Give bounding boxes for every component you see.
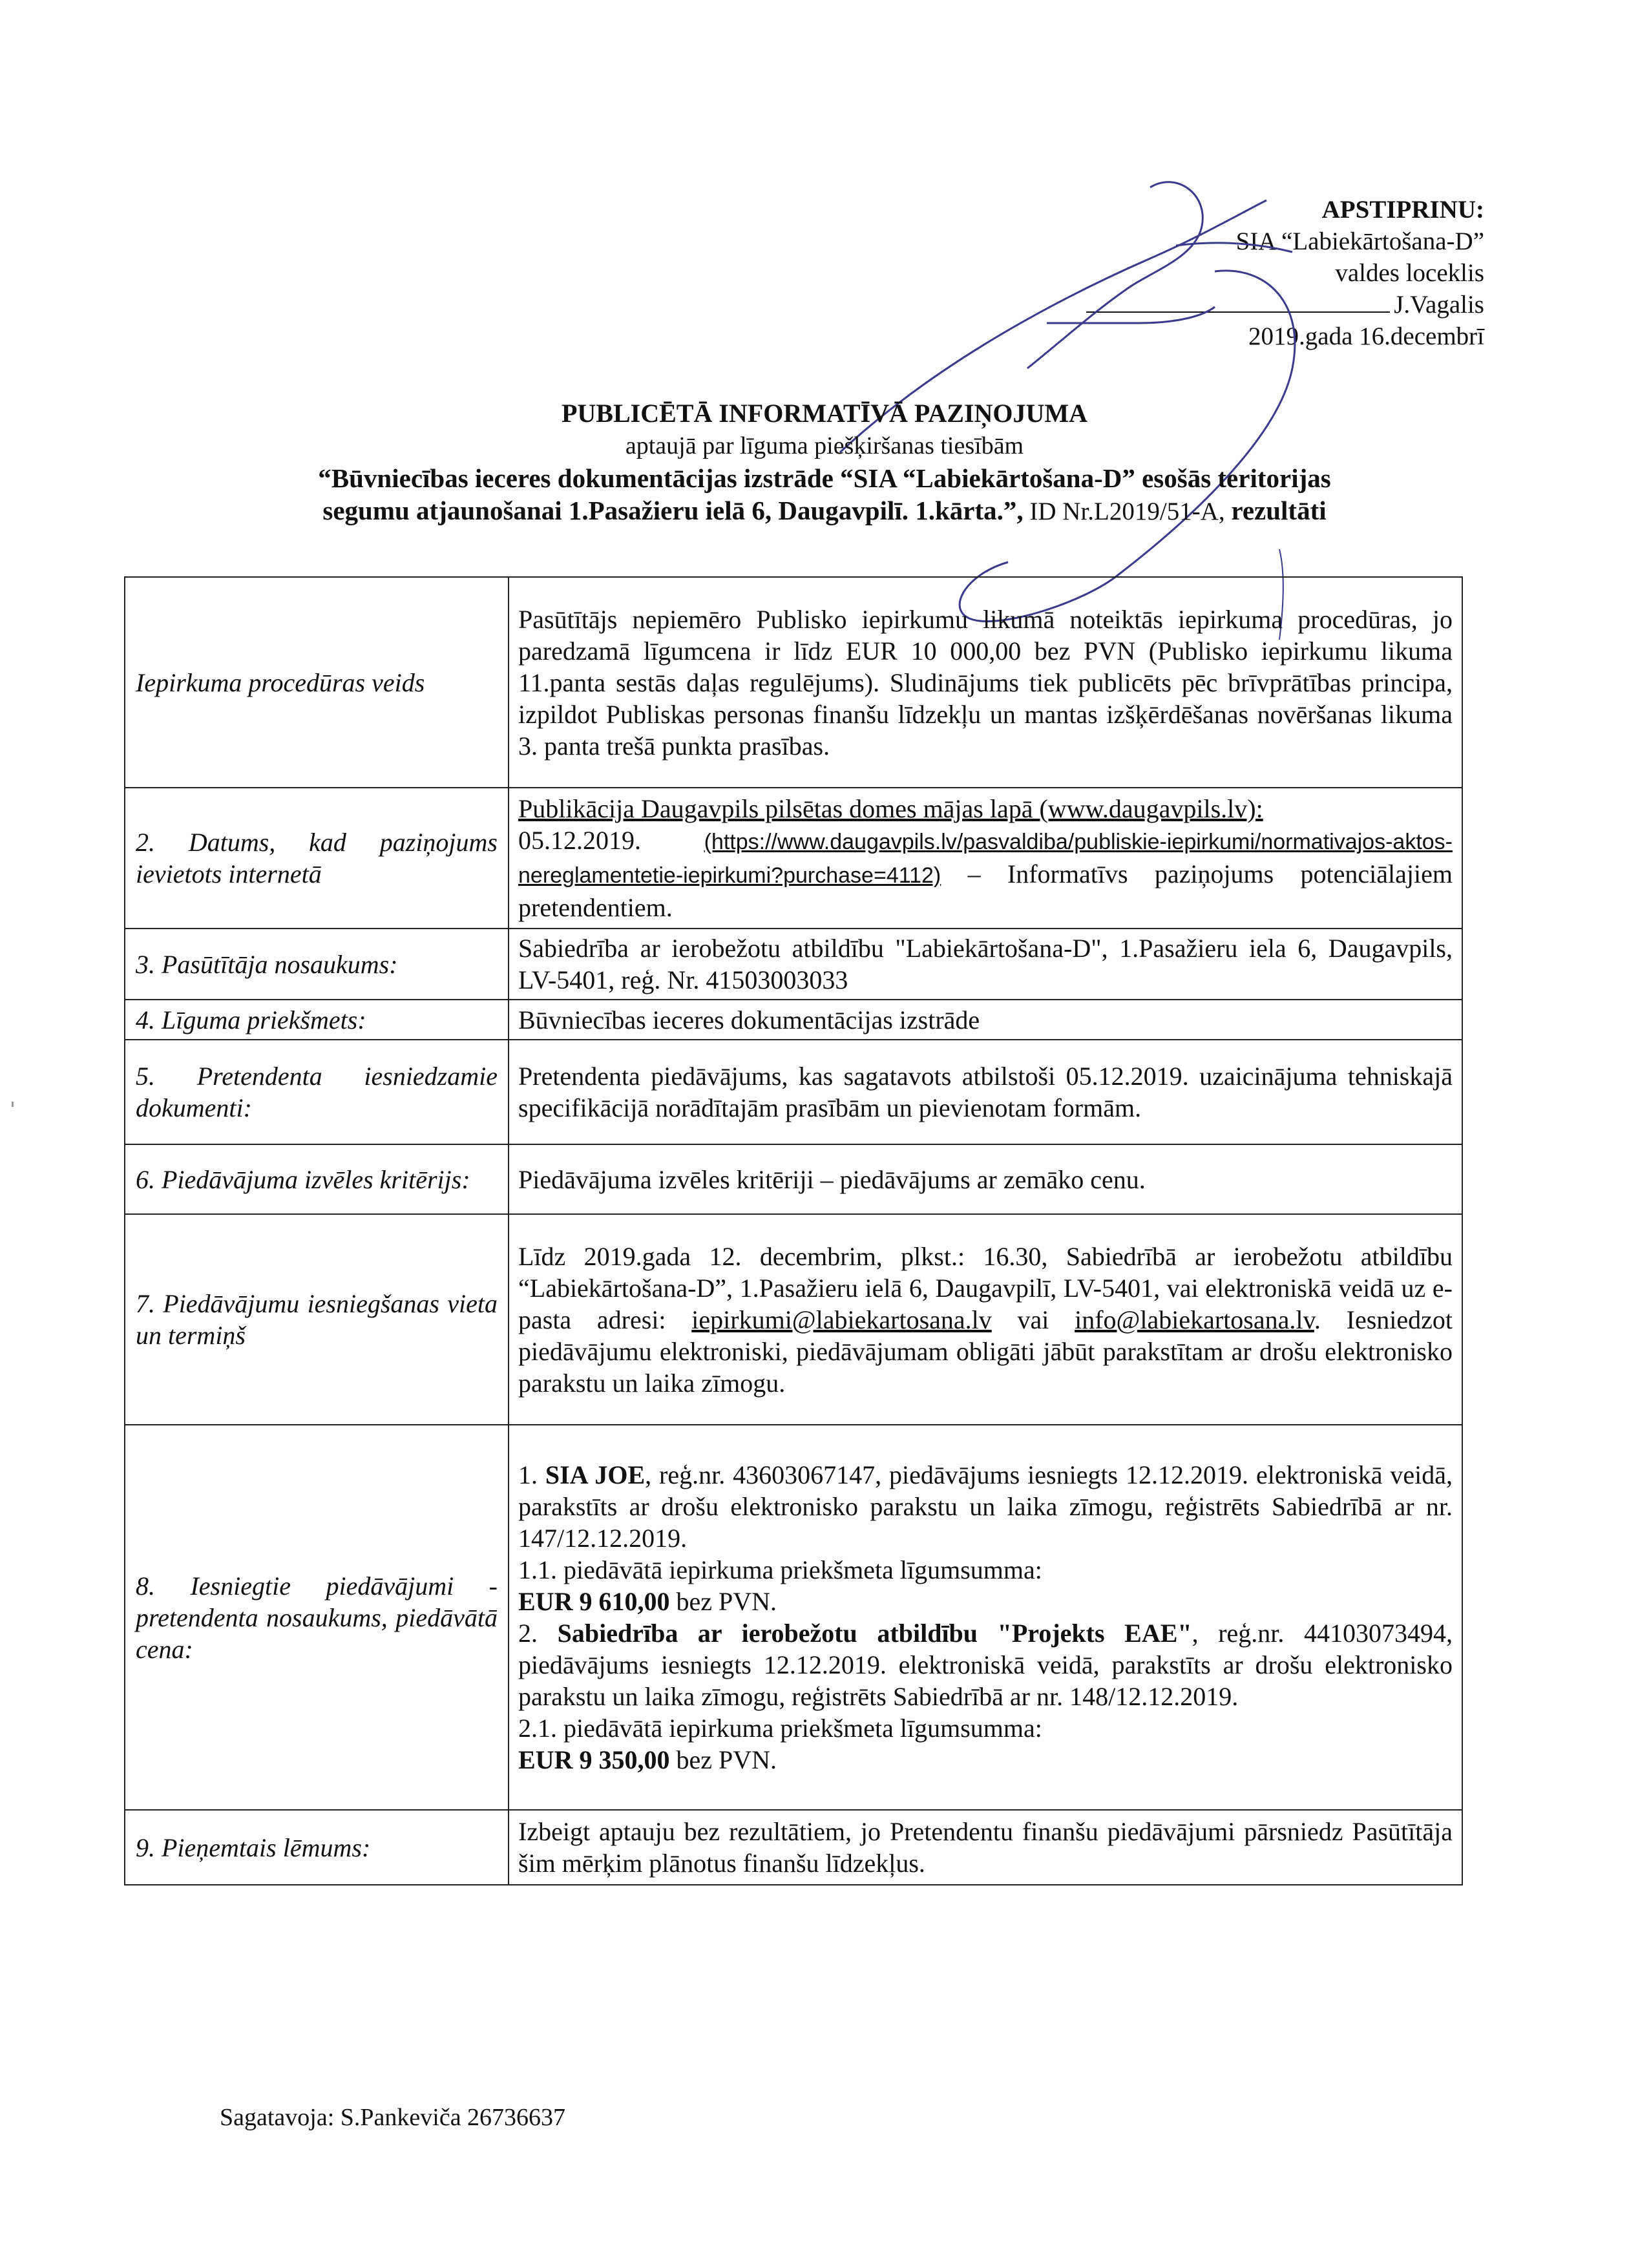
signature-line [1086,292,1390,313]
table-row [125,1214,1462,1425]
offer-2-name: Sabiedrība ar ierobežotu atbildību "Projekts EAE" [557,1619,1192,1648]
offer-2-sum-label: 2.1. piedāvātā iepirkuma priekšmeta līgumsumma: [518,1714,1042,1743]
offer-1-text: , reģ.nr. 43603067147, piedāvājums iesniegts 12.12.2019. elektroniskā veidā, parakstīts ar drošu elektronisko parakstu un laika zīmogu, reģistrēts Sabiedrībā ar nr. 147/12.12.2019. [518,1460,1453,1553]
row-label: 3. Pasūtītāja nosaukums: [125,929,509,1000]
row-value: Būvniecības ieceres dokumentācijas izstrāde [509,1000,1462,1040]
offer-1 [518,1459,1453,1554]
offer-2-number: 2. [518,1619,558,1648]
submission-text: Līdz 2019.gada 12. decembrim, plkst.: 16.30, Sabiedrībā ar ierobežotu atbildību “Labiekārtošana-D”, 1.Pasažieru ielā 6, Daugavpilī, LV-5401, vai elektroniskā veidā uz e-pasta adresi: [518,1241,1453,1334]
row-value: Pasūtītājs nepiemēro Publisko iepirkumu likumā noteiktās iepirkuma procedūras, jo paredzamā līgumcena ir līdz EUR 10 000,00 bez PVN (Publisko iepirkumu likuma 11.panta sestās daļas regulējums). Sludinājums tiek publicēts pēc brīvprātības principa, izpildot Publiskas personas finanšu līdzekļu un mantas izšķērdēšanas novēršanas likuma 3. panta trešā punkta prasības. [509,577,1462,788]
table-row [125,788,1462,929]
table-row [125,1425,1462,1810]
title-line-3: “Būvniecības ieceres dokumentācijas izstrāde “SIA “Labiekārtošana-D” esošās teritorijas [318,463,1331,493]
offer-1-number: 1. [518,1460,545,1489]
row-value: Piedāvājuma izvēles kritēriji – piedāvājums ar zemāko cenu. [509,1144,1462,1214]
approval-position: valdes loceklis [1335,259,1484,287]
row-value: Pretendenta piedāvājums, kas sagatavots atbilstoši 05.12.2019. uzaicinājuma tehniskajā specifikācijā norādītajām prasībām un pievienotam formām. [509,1040,1462,1144]
row-value [509,1214,1462,1425]
offer-1-sum: EUR 9 610,00 [518,1587,670,1616]
table-row [125,1144,1462,1214]
title-line-4-part-a: segumu atjaunošanai 1.Pasažieru ielā 6, Daugavpilī. 1.kārta.”, [322,496,1024,525]
table-row [125,577,1462,788]
table-row [125,1810,1462,1885]
offer-2-text: , reģ.nr. 44103073494, piedāvājums iesniegts 12.12.2019. elektroniskā veidā, parakstīts ar drošu elektronisko parakstu un laika zīmogu, reģistrēts Sabiedrībā ar nr. 148/12.12.2019. [518,1619,1453,1711]
title-line-2: aptaujā par līguma piešķiršanas tiesībām [625,432,1024,459]
approval-company: SIA “Labiekārtošana-D” [1235,227,1484,255]
offer-2-sum: EUR 9 350,00 [518,1745,670,1774]
email-link-info[interactable]: info@labiekartosana.lv [1075,1305,1314,1334]
row-label: 6. Piedāvājuma izvēles kritērijs: [125,1144,509,1214]
info-table [124,576,1463,1885]
approval-block [1086,194,1484,352]
approval-date: 2019.gada 16.decembrī [1248,322,1484,350]
table-row [125,929,1462,1000]
scan-mark [12,1102,14,1107]
row-value: Sabiedrība ar ierobežotu atbildību "Labiekārtošana-D", 1.Pasažieru iela 6, Daugavpils, LV-5401, reģ. Nr. 41503003033 [509,929,1462,1000]
table-row [125,1040,1462,1144]
approval-heading: APSTIPRINU: [1321,196,1484,224]
publication-url[interactable]: (https://www.daugavpils.lv/pasvaldiba/publiskie-iepirkumi/normativajos-aktos-nereglamentetie-iepirkumi?purchase=4112) [518,830,1453,888]
approval-signer-line [1086,289,1484,320]
title-line-1: PUBLICĒTĀ INFORMATĪVĀ PAZIŅOJUMA [561,399,1088,428]
offer-1-vat: bez PVN. [669,1587,777,1616]
row-label: 7. Piedāvājumu iesniegšanas vieta un termiņš [125,1214,509,1425]
offer-1-sum-line [518,1586,1453,1617]
title-id: ID Nr.L2019/51-A, [1023,498,1232,525]
submission-or: vai [991,1305,1075,1334]
offer-2-sum-line [518,1744,1453,1776]
row-label: 8. Iesniegtie piedāvājumi - pretendenta nosaukums, piedāvātā cena: [125,1425,509,1810]
row-value: Izbeigt aptauju bez rezultātiem, jo Pretendentu finanšu piedāvājumi pārsniedz Pasūtītāja šim mērķim plānotus finanšu līdzekļus. [509,1810,1462,1885]
offer-2-vat: bez PVN. [669,1745,777,1774]
row-label: 2. Datums, kad paziņojums ievietots internetā [125,788,509,929]
row-label: 5. Pretendenta iesniedzamie dokumenti: [125,1040,509,1144]
row-label: Iepirkuma procedūras veids [125,577,509,788]
row-label: 4. Līguma priekšmets: [125,1000,509,1040]
row-label: 9. Pieņemtais lēmums: [125,1810,509,1885]
offer-1-sum-label: 1.1. piedāvātā iepirkuma priekšmeta līgumsumma: [518,1555,1042,1584]
document-title [129,397,1520,528]
prepared-by: Sagatavoja: S.Pankeviča 26736637 [220,2104,566,2131]
offer-2 [518,1617,1453,1712]
publication-note: – Informatīvs paziņojums potenciālajiem pretendentiem. [518,859,1453,922]
row-value [509,788,1462,929]
email-link-iepirkumi[interactable]: iepirkumi@labiekartosana.lv [691,1305,992,1334]
offer-1-name: SIA JOE [545,1460,646,1489]
title-line-4-part-c: rezultāti [1231,496,1327,525]
publication-date: 05.12.2019. [518,826,641,855]
publication-link[interactable]: Publikācija Daugavpils pilsētas domes mājas lapā (www.daugavpils.lv): [518,794,1263,823]
table-row [125,1000,1462,1040]
submission-requirements: . Iesniedzot piedāvājumu elektroniski, piedāvājumam obligāti jābūt parakstītam ar drošu elektronisko parakstu un laika zīmogu. [518,1305,1453,1398]
title-line-4 [129,494,1520,528]
approval-name: J.Vagalis [1394,291,1484,319]
row-value [509,1425,1462,1810]
